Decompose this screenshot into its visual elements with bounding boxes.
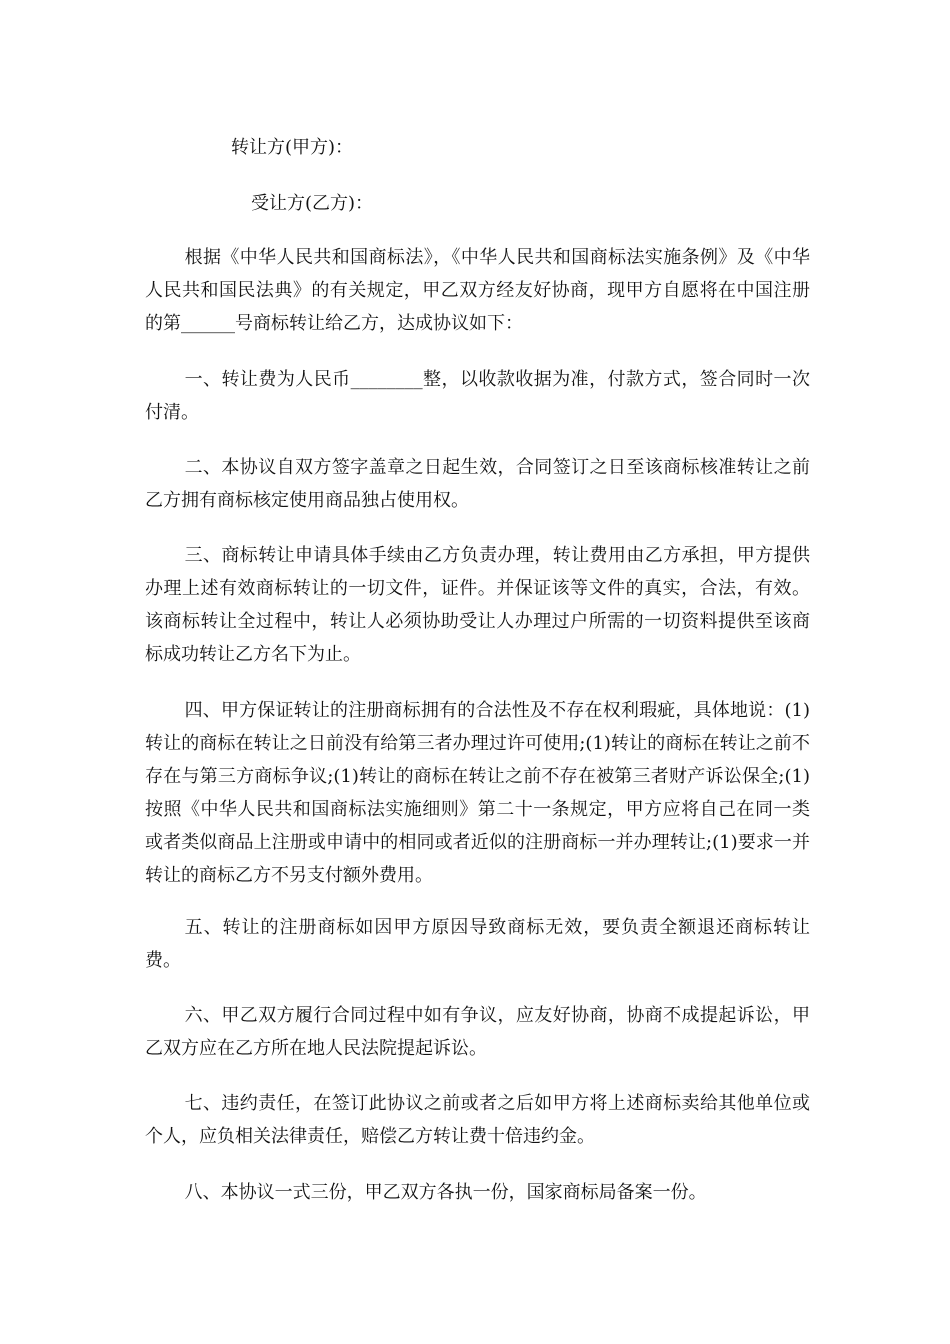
clause-3: 三、商标转让申请具体手续由乙方负责办理，转让费用由乙方承担，甲方提供办理上述有效商标转让的一切文件，证件。并保证该等文件的真实，合法，有效。该商标转让全过程中，转让人必须协助受让人办理过户所需的一切资料提供至该商标成功转让乙方名下为止。 bbox=[145, 545, 810, 665]
clause-1: 一、转让费为人民币________整，以收款收据为准，付款方式，签合同时一次付清。 bbox=[145, 369, 810, 423]
transferor-line: 转让方(甲方)： bbox=[231, 137, 354, 158]
clause-7: 七、违约责任，在签订此协议之前或者之后如甲方将上述商标卖给其他单位或个人，应负相关法律责任，赔偿乙方转让费十倍违约金。 bbox=[145, 1093, 810, 1147]
clause-5: 五、转让的注册商标如因甲方原因导致商标无效，要负责全额退还商标转让费。 bbox=[145, 917, 810, 971]
clause-6: 六、甲乙双方履行合同过程中如有争议，应友好协商，协商不成提起诉讼，甲乙双方应在乙方所在地人民法院提起诉讼。 bbox=[145, 1005, 810, 1059]
clause-8: 八、本协议一式三份，甲乙双方各执一份，国家商标局备案一份。 bbox=[184, 1182, 707, 1203]
clause-2: 二、本协议自双方签字盖章之日起生效，合同签订之日至该商标核准转让之前乙方拥有商标核定使用商品独占使用权。 bbox=[145, 457, 810, 511]
clause-4: 四、甲方保证转让的注册商标拥有的合法性及不存在权利瑕疵，具体地说：(1)转让的商标在转让之日前没有给第三者办理过许可使用;(1)转让的商标在转让之前不存在与第三方商标争议;(1)转让的商标在转让之前不存在被第三者财产诉讼保全;(1)按照《中华人民共和国商标法实施细则》第二十一条规定，甲方应将自己在同一类或者类似商品上注册或申请中的相同或者近似的注册商标一并办理转让;(1)要求一并转让的商标乙方不另支付额外费用。 bbox=[145, 700, 810, 886]
preamble-paragraph: 根据《中华人民共和国商标法》，《中华人民共和国商标法实施条例》及《中华人民共和国民法典》的有关规定，甲乙双方经友好协商，现甲方自愿将在中国注册的第______号商标转让给乙方，达成协议如下： bbox=[145, 247, 810, 334]
transferee-line: 受让方(乙方)： bbox=[251, 193, 374, 214]
